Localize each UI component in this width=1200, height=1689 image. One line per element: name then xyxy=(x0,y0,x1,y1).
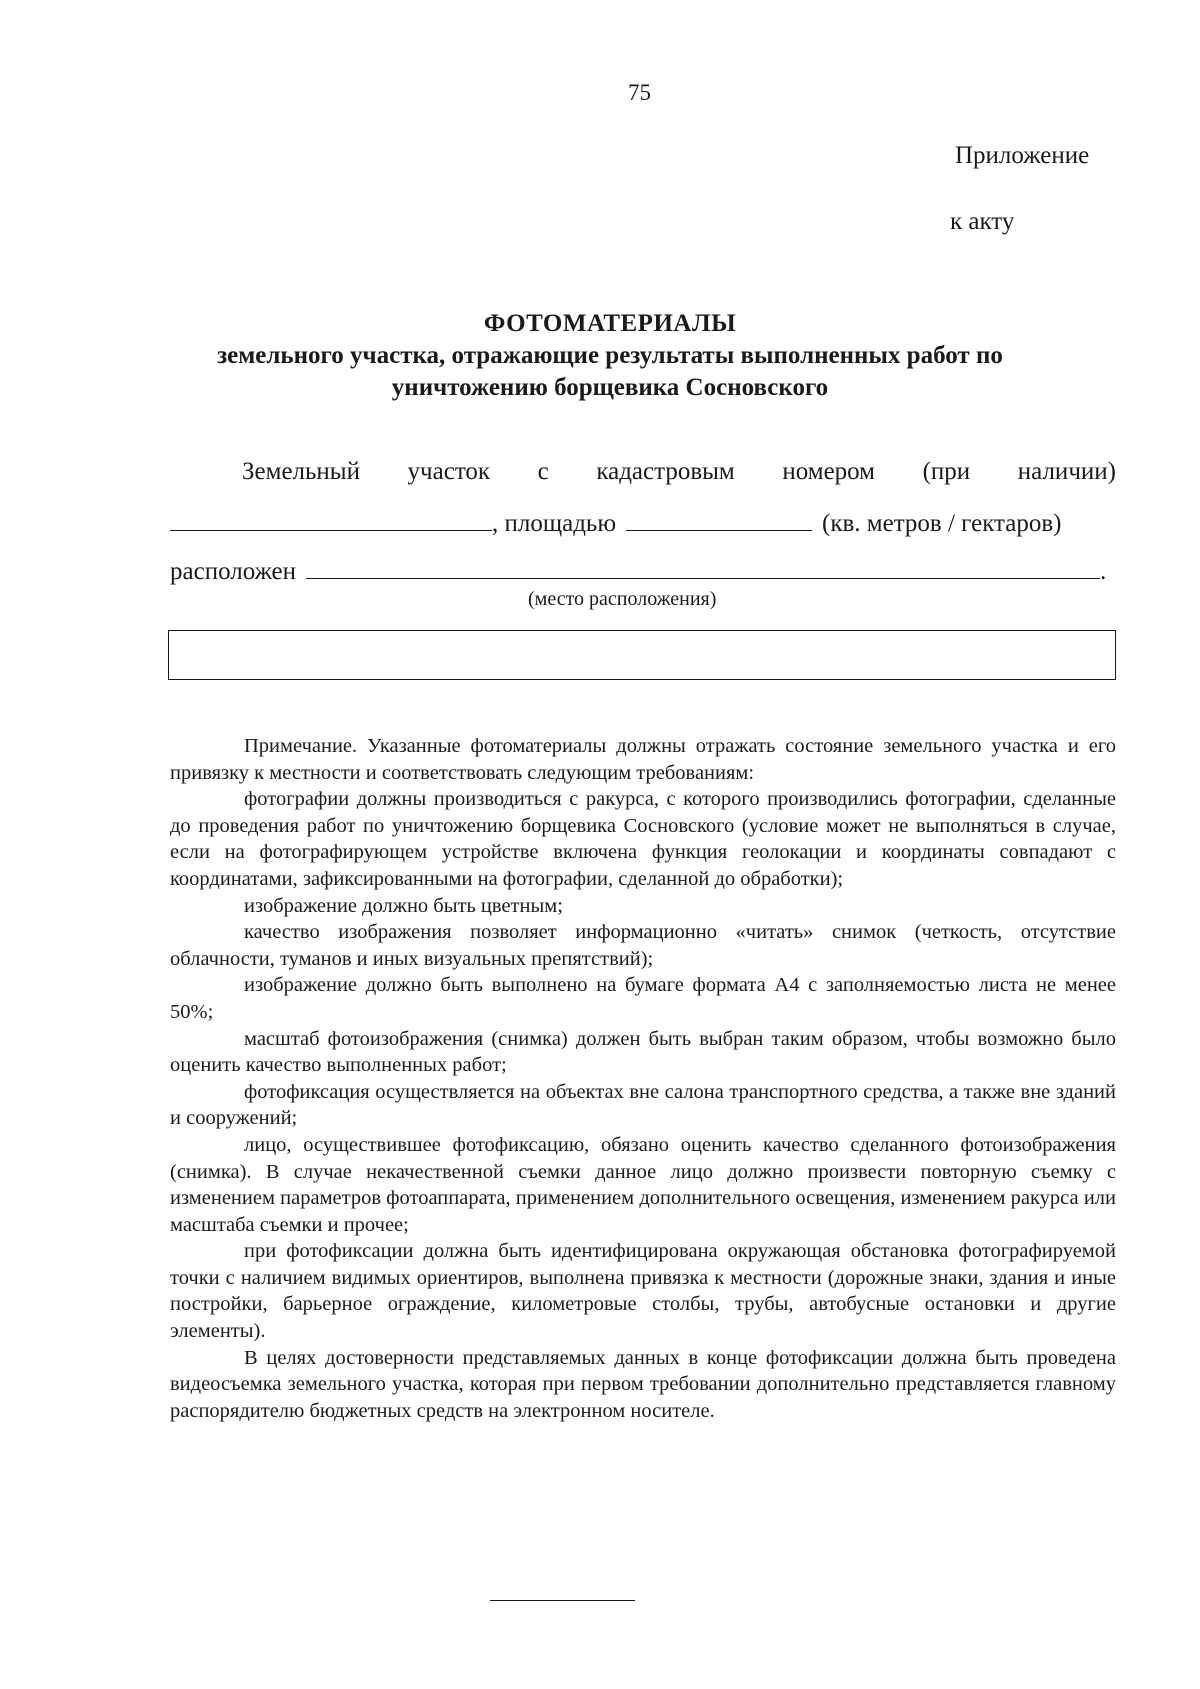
located-end: . xyxy=(1100,558,1107,585)
to-act-label: к акту xyxy=(950,208,1015,235)
note-paragraph: фотофиксация осуществляется на объектах вне салона транспортного средства, а также вне зданий и сооружений; xyxy=(170,1080,1116,1130)
location-blank[interactable] xyxy=(306,554,1100,579)
note-paragraph: масштаб фотоизображения (снимка) должен быть выбран таким образом, чтобы возможно было оценить качество выполненных работ; xyxy=(170,1027,1116,1077)
note-paragraph: качество изображения позволяет информационно «читать» снимок (четкость, отсутствие облачности, туманов и иных визуальных препятствий); xyxy=(170,921,1116,970)
note-paragraph: при фотофиксации должна быть идентифицирована окружающая обстановка фотографируемой точки с наличием видимых ориентиров, выполнена привязка к местности (дорожные знаки, здания и иные постройки, барьерное ограждение, километровые столбы, трубы, автобусные остановки и другие элементы). xyxy=(170,1240,1116,1343)
note-paragraph: Примечание. Указанные фотоматериалы должны отражать состояние земельного участка и его привязку к местности и соответствовать следующим требованиям: xyxy=(170,735,1116,784)
form-word: участок xyxy=(407,458,491,485)
closing-divider xyxy=(490,1600,635,1601)
document-title: ФОТОМАТЕРИАЛЫ xyxy=(483,310,737,337)
cadastral-number-line xyxy=(242,458,1116,486)
located-label: расположен xyxy=(170,558,297,585)
area-units-label: (кв. метров / гектаров) xyxy=(822,510,1062,537)
note-paragraph: В целях достоверности представляемых данных в конце фотофиксации должна быть проведена видеосъемка земельного участка, которая при первом требовании дополнительно представляется главному распорядителю бюджетных средств на электронном носителе. xyxy=(170,1346,1116,1422)
form-word: наличии) xyxy=(1017,458,1116,485)
form-word: (при xyxy=(922,458,971,485)
page-number: 75 xyxy=(628,80,651,105)
location-box[interactable] xyxy=(168,630,1116,680)
appendix-label: Приложение xyxy=(955,142,1090,169)
form-word: номером xyxy=(782,458,876,485)
document-subtitle-line-2: уничтожению борщевика Сосновского xyxy=(391,374,829,401)
location-caption: (место расположения) xyxy=(528,588,717,610)
form-word: кадастровым xyxy=(596,458,735,485)
location-line xyxy=(170,554,1116,586)
note-paragraph: изображение должно быть выполнено на бумаге формата А4 с заполняемостью листа не менее 50%; xyxy=(170,974,1116,1023)
form-word: Земельный xyxy=(242,458,360,485)
area-line xyxy=(170,506,1116,538)
area-label: , площадью xyxy=(492,510,616,537)
notes-section xyxy=(170,733,1116,1424)
area-blank[interactable] xyxy=(626,506,812,531)
note-paragraph: фотографии должны производиться с ракурса, с которого производились фотографии, сделанные до проведения работ по уничтожению борщевика Сосновского (условие может не выполняться в случае, если на фотографирующем устройстве включена функция геолокации и координаты совпадают с координатами, зафиксированными на фотографии, сделанной до обработки); xyxy=(170,788,1116,890)
document-subtitle-line-1: земельного участка, отражающие результаты выполненных работ по xyxy=(217,342,1003,369)
cadastral-number-blank[interactable] xyxy=(170,506,492,531)
note-paragraph: лицо, осуществившее фотофиксацию, обязано оценить качество сделанного фотоизображения (снимка). В случае некачественной съемки данное лицо должно произвести повторную съемку с изменением параметров фотоаппарата, применением дополнительного освещения, изменением ракурса или масштаба съемки и прочее; xyxy=(170,1133,1116,1236)
title-block xyxy=(140,308,1080,404)
note-paragraph: изображение должно быть цветным; xyxy=(244,894,563,917)
form-word: с xyxy=(537,458,549,485)
